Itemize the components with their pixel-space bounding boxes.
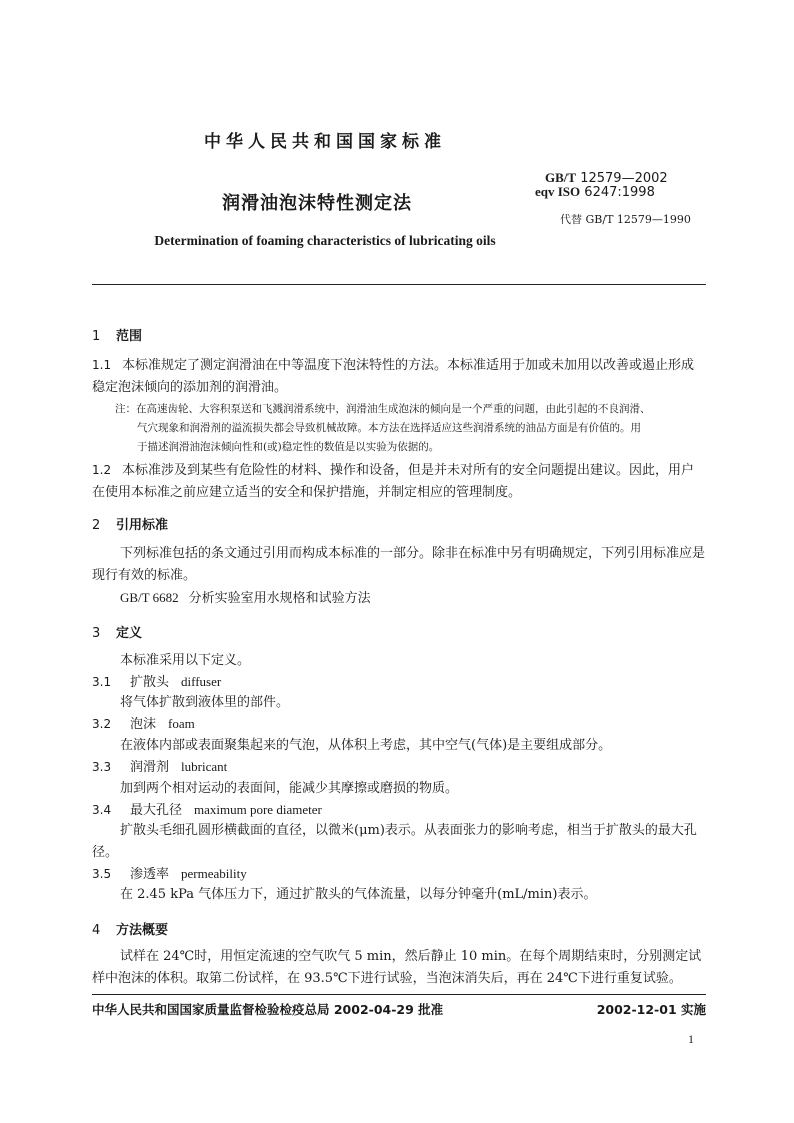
definition-text: 在液体内部或表面聚集起来的气泡，从体积上考虑，其中空气(气体)是主要组成部分。 bbox=[120, 738, 612, 753]
clause-1-2 bbox=[92, 459, 706, 504]
section-number: 2 bbox=[92, 518, 101, 533]
approval-statement: 中华人民共和国国家质量监督检验检疫总局 2002-04-29 批准 bbox=[92, 1002, 444, 1017]
clause-text: 本标准涉及到某些有危险性的材料、操作和设备，但是并未对所有的安全问题提出建议。因此，用户在使用本标准之前应建立适当的安全和保护措施，并制定相应的管理制度。 bbox=[92, 463, 695, 500]
definition-number: 3.5 bbox=[92, 867, 112, 881]
definition-term-row bbox=[92, 672, 221, 693]
definition-term: 润滑剂 bbox=[130, 760, 170, 775]
definition-text: 在 2.45 kPa 气体压力下，通过扩散头的气体流量，以每分钟毫升(mL/min)表示。 bbox=[120, 887, 597, 902]
section-title: 定义 bbox=[116, 626, 143, 641]
scope-note bbox=[115, 400, 707, 457]
equivalent-prefix: eqv ISO bbox=[535, 184, 581, 199]
footer-divider bbox=[92, 994, 706, 995]
definition-text: 加到两个相对运动的表面间，能减少其摩擦或磨损的物质。 bbox=[120, 781, 459, 796]
definition-term-english: foam bbox=[168, 716, 195, 731]
definitions-intro: 本标准采用以下定义。 bbox=[120, 653, 251, 668]
definition-term-row bbox=[92, 757, 227, 778]
definition-number: 3.3 bbox=[92, 760, 112, 774]
clause-number: 1.2 bbox=[92, 463, 112, 477]
definition-text: 将气体扩散到液体里的部件。 bbox=[120, 695, 290, 710]
definition-term: 扩散头 bbox=[130, 675, 170, 690]
standard-code-prefix: GB/T bbox=[545, 170, 577, 185]
section-number: 1 bbox=[92, 329, 101, 344]
section-number: 4 bbox=[92, 923, 101, 938]
definition-term-english: permeability bbox=[181, 866, 247, 881]
section-title: 范围 bbox=[116, 329, 143, 344]
references-intro: 下列标准包括的条文通过引用而构成本标准的一部分。除非在标准中另有明确规定，下列引用标准应是现行有效的标准。 bbox=[92, 546, 706, 583]
definition-term-english: lubricant bbox=[181, 759, 228, 774]
standard-code-number: 12579—2002 bbox=[580, 171, 668, 186]
document-title-chinese: 润滑油泡沫特性测定法 bbox=[222, 193, 412, 214]
definition-text: 扩散头毛细孔圆形横截面的直径，以微米(μm)表示。从表面张力的影响考虑，相当于扩散头的最大孔径。 bbox=[92, 823, 697, 860]
definition-term-row bbox=[92, 714, 195, 735]
equivalent-standard bbox=[535, 184, 655, 200]
definition-number: 3.1 bbox=[92, 675, 112, 689]
reference-code: GB/T 6682 bbox=[120, 590, 179, 605]
note-line-2: 气穴现象和润滑剂的溢流损失都会导致机械故障。本方法在选择适应这些润滑系统的油品方面是有价值的。用 bbox=[137, 422, 641, 434]
definition-term: 渗透率 bbox=[130, 867, 170, 882]
reference-title: 分析实验室用水规格和试验方法 bbox=[188, 591, 371, 606]
definition-term: 最大孔径 bbox=[130, 803, 183, 818]
definition-term-row bbox=[92, 800, 322, 821]
section-heading-method-summary bbox=[92, 919, 168, 938]
section-heading-definitions bbox=[92, 622, 142, 641]
section-title: 方法概要 bbox=[116, 923, 169, 938]
definition-term-english: maximum pore diameter bbox=[194, 802, 322, 817]
definition-term-row bbox=[92, 864, 247, 885]
replaces-standard: 代替 GB/T 12579—1990 bbox=[560, 213, 691, 226]
definition-term: 泡沫 bbox=[130, 717, 157, 732]
definition-number: 3.4 bbox=[92, 803, 112, 817]
document-title-english: Determination of foaming characteristics of lubricating oils bbox=[154, 233, 496, 248]
note-line-1: 注：在高速齿轮、大容积泵送和飞溅润滑系统中，润滑油生成泡沫的倾向是一个严重的问题，由此引起的不良润滑、 bbox=[115, 403, 651, 415]
national-standard-title: 中华人民共和国国家标准 bbox=[204, 132, 446, 152]
footer bbox=[92, 1000, 706, 1018]
clause-number: 1.1 bbox=[92, 358, 112, 372]
section-number: 3 bbox=[92, 626, 101, 641]
section-heading-references bbox=[92, 514, 168, 533]
reference-entry bbox=[120, 587, 371, 606]
section-heading-scope bbox=[92, 325, 142, 344]
note-line-3: 于描述润滑油泡沫倾向性和(或)稳定性的数值是以实验为依据的。 bbox=[137, 441, 440, 453]
equivalent-number: 6247:1998 bbox=[584, 185, 655, 200]
clause-text: 本标准规定了测定润滑油在中等温度下泡沫特性的方法。本标准适用于加或未加用以改善或遏止形成稳定泡沫倾向的添加剂的润滑油。 bbox=[92, 358, 695, 395]
implementation-date: 2002-12-01 实施 bbox=[596, 1002, 706, 1017]
method-summary-text: 试样在 24℃时，用恒定流速的空气吹气 5 min，然后静止 10 min。在每个周期结束时，分别测定试样中泡沫的体积。取第二份试样，在 93.5℃下进行试验，当泡沫消失后，再在 24℃下进行重复试验。 bbox=[92, 949, 702, 986]
header-divider bbox=[92, 284, 706, 285]
definition-number: 3.2 bbox=[92, 717, 112, 731]
section-title: 引用标准 bbox=[116, 518, 169, 533]
page-number: 1 bbox=[688, 1032, 694, 1046]
clause-1-1 bbox=[92, 354, 706, 399]
definition-term-english: diffuser bbox=[181, 674, 222, 689]
